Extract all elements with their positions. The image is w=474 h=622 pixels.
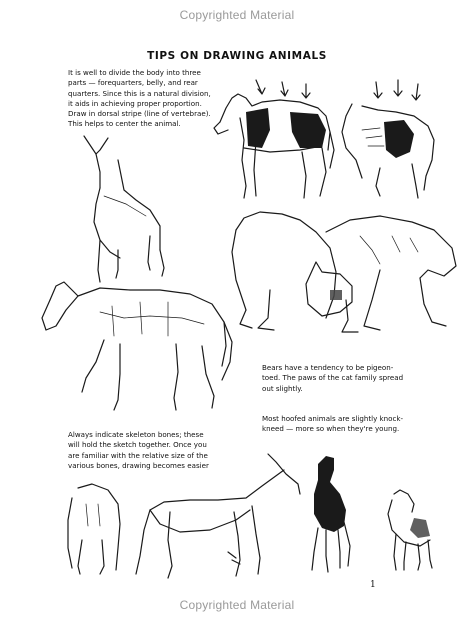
caption-line: will hold the sketch together. Once you bbox=[68, 440, 207, 450]
caption-line: Always indicate skeleton bones; these bbox=[68, 430, 204, 439]
watermark-bottom: Copyrighted Material bbox=[179, 598, 295, 612]
caption-line: Most hoofed animals are slightly knock- bbox=[262, 414, 404, 423]
caption-line: out slightly. bbox=[262, 383, 303, 393]
horse-sketch-rear bbox=[342, 80, 434, 198]
horse-sketch-side bbox=[214, 80, 334, 198]
caption-line: It is well to divide the body into three bbox=[68, 68, 201, 77]
bears-sketch bbox=[232, 212, 456, 332]
page-number: 1 bbox=[370, 580, 376, 590]
watermark-top: Copyrighted Material bbox=[179, 8, 295, 22]
deer-sketch-upper bbox=[84, 136, 164, 282]
caption-line: This helps to center the animal. bbox=[68, 119, 181, 129]
horse-sketch-walking bbox=[42, 282, 232, 410]
caption-line: various bones, drawing becomes easier bbox=[68, 460, 209, 470]
caption-line: kneed — more so when they're young. bbox=[262, 424, 400, 434]
caption-line: toed. The paws of the cat family spread bbox=[262, 373, 404, 383]
caption-line: Draw in dorsal stripe (line of vertebrae). bbox=[68, 109, 211, 119]
caption-line: it aids in achieving proper proportion. bbox=[68, 98, 202, 108]
caption-line: Bears have a tendency to be pigeon- bbox=[262, 363, 394, 372]
page-title: TIPS ON DRAWING ANIMALS bbox=[147, 50, 327, 62]
deer-sketch-rear bbox=[68, 484, 120, 574]
fawn-sketch bbox=[388, 490, 432, 570]
caption-line: quarters. Since this is a natural division, bbox=[68, 88, 211, 98]
caption-line: are familiar with the relative size of the bbox=[68, 450, 208, 460]
deer-sketch-walking bbox=[136, 454, 300, 578]
colt-sketch bbox=[312, 456, 350, 572]
caption-line: parts — forequarters, belly, and rear bbox=[68, 78, 198, 88]
